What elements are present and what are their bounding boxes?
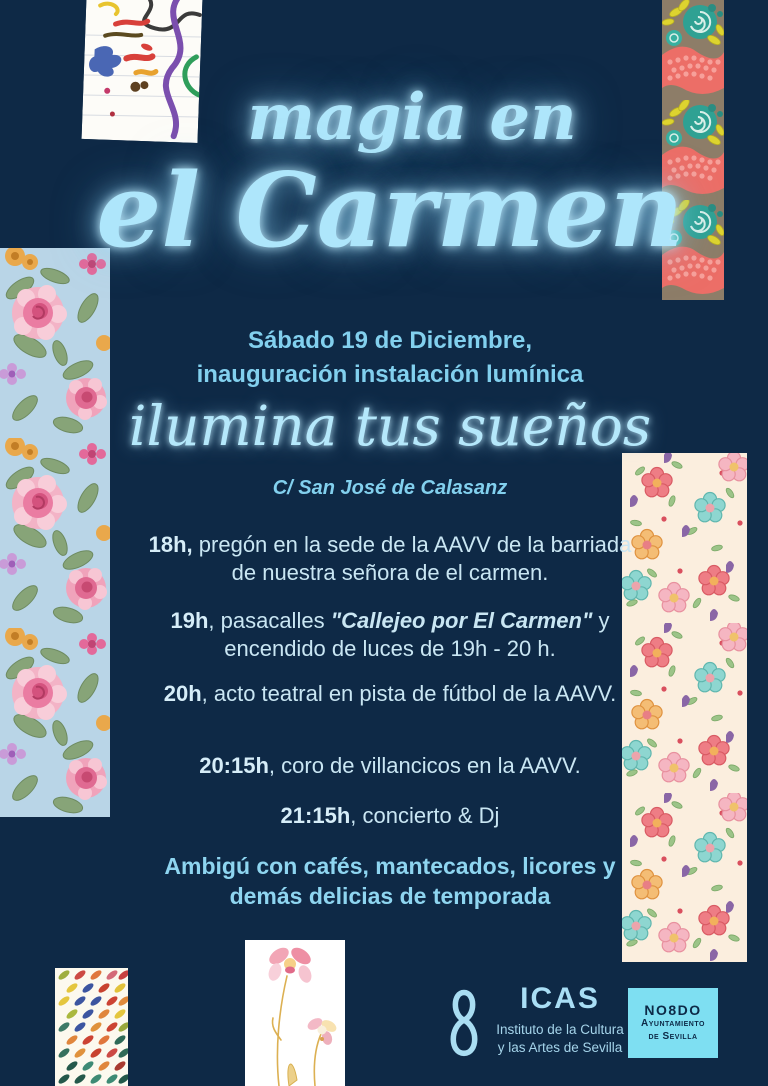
tagline: ilumina tus sueños [128, 394, 652, 458]
schedule-item-2115h [139, 802, 641, 830]
time-label: 18h, [148, 532, 193, 557]
event-date-block [110, 324, 670, 391]
time-label: 20h [163, 681, 202, 706]
roses-fabric-strip-image [0, 248, 110, 817]
address: C/ San José de Calasanz [272, 477, 508, 499]
poster-title-line-1: magia en [247, 80, 577, 155]
icas-8-logo-icon [444, 987, 484, 1057]
brush-dashes-image [55, 968, 128, 1086]
schedule-item-19h [139, 607, 641, 663]
schedule-text: , acto teatral en pista de fútbol de la AAVV. [201, 681, 617, 706]
watercolor-flower-image [245, 940, 345, 1086]
schedule-item-18h [139, 531, 641, 587]
schedule-text: , concierto & Dj [350, 803, 500, 828]
schedule-item-20h [139, 680, 641, 708]
icas-logo-block [496, 984, 624, 1056]
icas-acronym: ICAS [520, 982, 600, 1015]
schedule-text: , pasacalles [208, 608, 331, 633]
ayuntamiento-line-2: de Sevilla [648, 1030, 698, 1042]
schedule-text: , coro de villancicos en la AAVV. [268, 753, 581, 778]
event-date: Sábado 19 de Diciembre, [247, 327, 533, 354]
event-name-quote: "Callejeo por El Carmen" [330, 608, 593, 633]
ayuntamiento-line-1: Ayuntamiento [641, 1018, 705, 1030]
time-label: 21:15h [280, 803, 351, 828]
time-label: 19h [170, 608, 209, 633]
poster-title-line-2: el Carmen [96, 151, 684, 271]
time-label: 20:15h [199, 753, 269, 778]
schedule-item-2015h [139, 752, 641, 780]
schedule-text: pregón en la sede de la AAVV de la barriada de nuestra señora de el carmen. [192, 532, 632, 586]
nosdo-motto: NO8DO [644, 1001, 702, 1018]
ambigu-note: Ambigú con cafés, mantecados, licores y demás delicias de temporada [164, 853, 616, 910]
doodle-paper-image [82, 0, 203, 143]
schedule-text: y encendido de luces de 19h - 20 h. [224, 608, 610, 662]
event-subtitle: inauguración instalación lumínica [196, 360, 584, 388]
ayuntamiento-sevilla-badge [628, 988, 718, 1058]
icas-institute-name: Instituto de la Cultura y las Artes de Sevilla [496, 1022, 624, 1055]
